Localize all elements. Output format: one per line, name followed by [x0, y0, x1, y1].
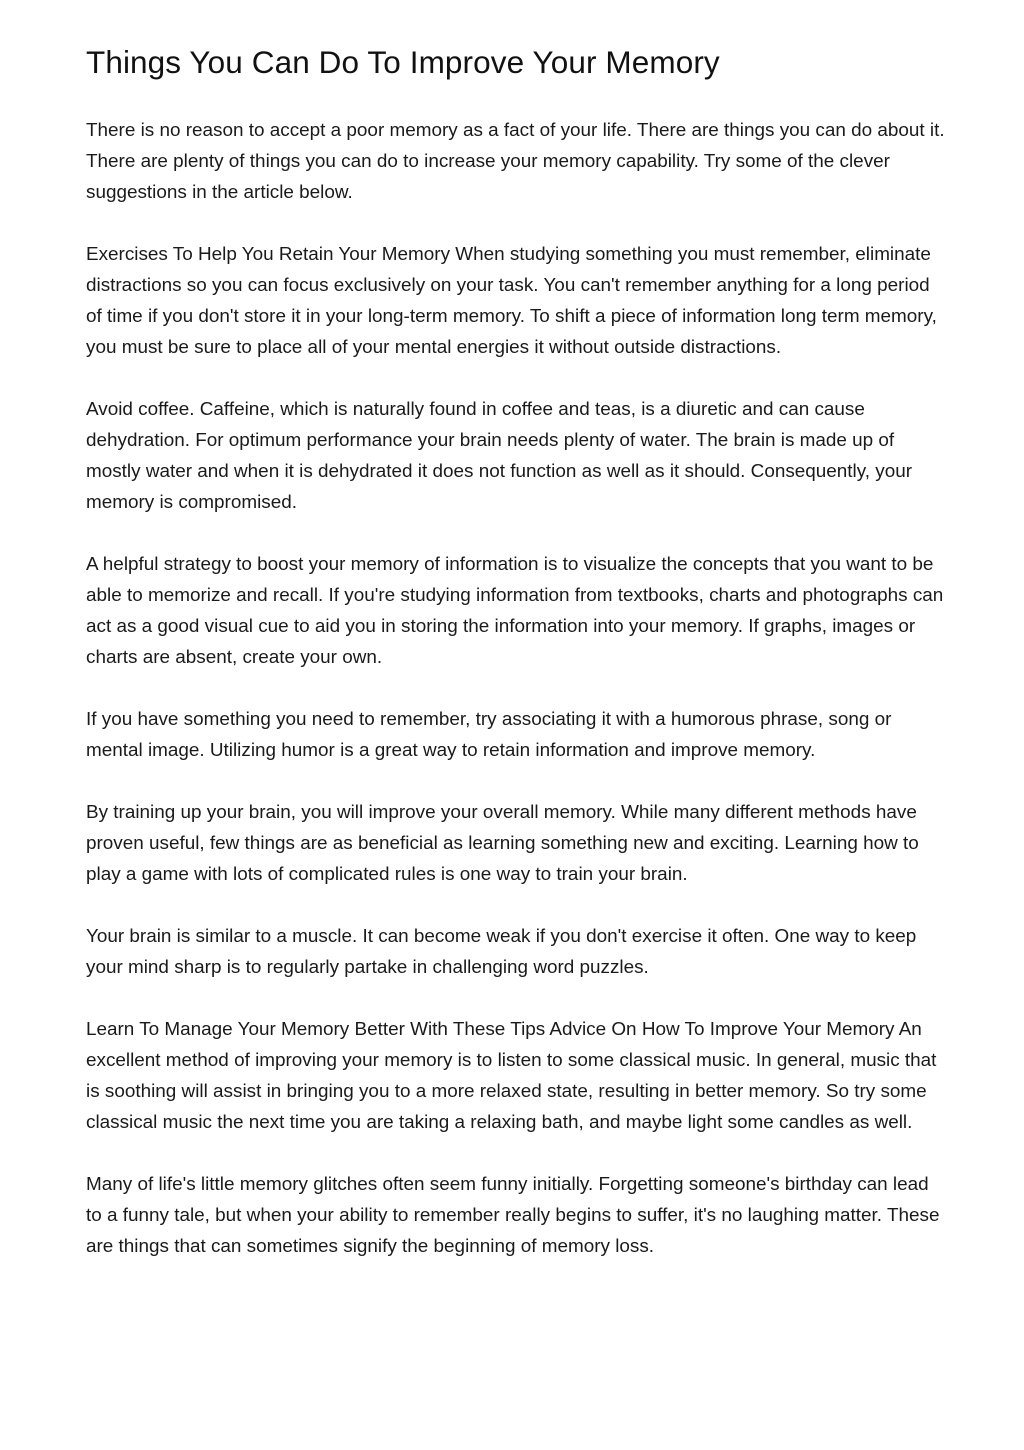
document-page — [86, 42, 946, 1262]
paragraph-retain-memory: Exercises To Help You Retain Your Memory When studying something you must remember, eliminate distractions so you can focus exclusively on your task. You can't remember anything for a long period of time if you don't store it in your long-term memory. To shift a piece of information long term memory, you must be sure to place all of your mental energies it without outside distractions. — [86, 244, 937, 358]
paragraph-memory-glitches: Many of life's little memory glitches often seem funny initially. Forgetting someone's birthday can lead to a funny tale, but when your ability to remember really begins to suffer, it's no laughing matter. These are things that can sometimes signify the beginning of memory loss. — [86, 1174, 940, 1257]
paragraph-humor: If you have something you need to remember, try associating it with a humorous phrase, song or mental image. Utilizing humor is a great way to retain information and improve memory. — [86, 709, 892, 761]
paragraph-brain-muscle: Your brain is similar to a muscle. It can become weak if you don't exercise it often. One way to keep your mind sharp is to regularly partake in challenging word puzzles. — [86, 926, 917, 978]
paragraph-classical-music: Learn To Manage Your Memory Better With These Tips Advice On How To Improve Your Memory An excellent method of improving your memory is to listen to some classical music. In general, music that is soothing will assist in bringing you to a more relaxed state, resulting in better memory. So try some classical music the next time you are taking a relaxing bath, and maybe light some candles as well. — [86, 1019, 937, 1133]
paragraph-training-brain: By training up your brain, you will improve your overall memory. While many different methods have proven useful, few things are as beneficial as learning something new and exciting. Learning how to play a game with lots of complicated rules is one way to train your brain. — [86, 802, 919, 885]
paragraph-intro: There is no reason to accept a poor memory as a fact of your life. There are things you can do about it. There are plenty of things you can do to increase your memory capability. Try some of the clever suggestions in the article below. — [86, 120, 945, 203]
paragraph-visualize: A helpful strategy to boost your memory of information is to visualize the concepts that you want to be able to memorize and recall. If you're studying information from textbooks, charts and photographs can act as a good visual cue to aid you in storing the information into your memory. If graphs, images or charts are absent, create your own. — [86, 554, 944, 668]
paragraph-avoid-coffee: Avoid coffee. Caffeine, which is naturally found in coffee and teas, is a diuretic and can cause dehydration. For optimum performance your brain needs plenty of water. The brain is made up of mostly water and when it is dehydrated it does not function as well as it should. Consequently, your memory is compromised. — [86, 399, 913, 513]
document-title: Things You Can Do To Improve Your Memory — [86, 44, 720, 80]
